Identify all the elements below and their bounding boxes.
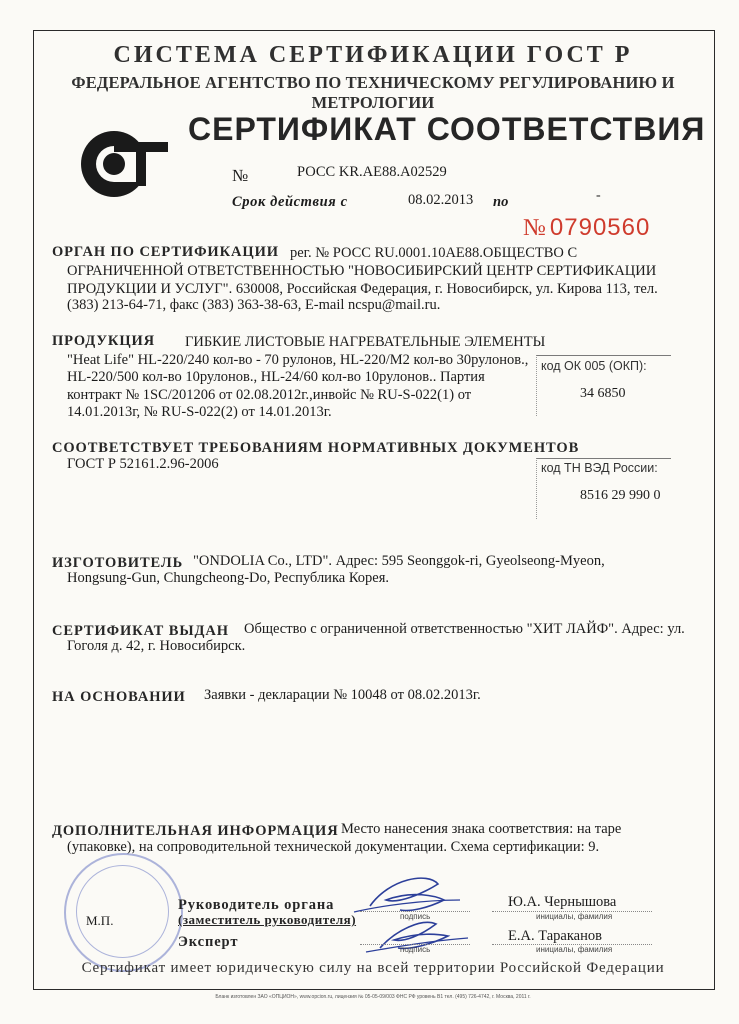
serial-number-value: 0790560 bbox=[549, 214, 651, 241]
okp-caption: код ОК 005 (ОКП): bbox=[541, 359, 647, 373]
organ-line: рег. № РОСС RU.0001.10AE88.ОБЩЕСТВО С bbox=[290, 245, 578, 261]
organ-line: ОГРАНИЧЕННОЙ ОТВЕТСТВЕННОСТЬЮ "НОВОСИБИРСКИЙ ЦЕНТР СЕРТИФИКАЦИИ bbox=[67, 263, 657, 279]
expert-name: Е.А. Тараканов bbox=[508, 928, 602, 944]
manufacturer-line: Hongsung-Gun, Chungcheong-Do, Республика Корея. bbox=[67, 570, 390, 586]
issued-label: СЕРТИФИКАТ ВЫДАН bbox=[52, 623, 229, 639]
certificate-number-label: № bbox=[232, 166, 249, 185]
basis-text: Заявки - декларации № 10048 от 08.02.2013г. bbox=[204, 687, 481, 703]
conformity-label: СООТВЕТСТВУЕТ ТРЕБОВАНИЯМ НОРМАТИВНЫХ ДОКУМЕНТОВ bbox=[52, 440, 580, 456]
organ-label: ОРГАН ПО СЕРТИФИКАЦИИ bbox=[52, 244, 279, 260]
certificate-number: РОСС KR.AE88.A02529 bbox=[297, 164, 447, 180]
legal-force-statement: Сертификат имеет юридическую силу на всей территории Российской Федерации bbox=[81, 960, 665, 976]
rst-logo bbox=[78, 128, 168, 200]
tnved-caption: код ТН ВЭД России: bbox=[541, 461, 658, 475]
head-signature-caption: подпись bbox=[400, 912, 431, 921]
additional-label: ДОПОЛНИТЕЛЬНАЯ ИНФОРМАЦИЯ bbox=[52, 823, 339, 839]
product-label: ПРОДУКЦИЯ bbox=[52, 333, 156, 349]
certification-body-seal bbox=[64, 853, 183, 972]
expert-name-caption: инициалы, фамилия bbox=[536, 945, 613, 954]
head-label: Руководитель органа bbox=[178, 897, 335, 913]
head-sub-label: (заместитель руководителя) bbox=[178, 912, 357, 927]
serial-number bbox=[523, 214, 650, 242]
issued-line: Гоголя д. 42, г. Новосибирск. bbox=[67, 638, 246, 654]
organ-line: ПРОДУКЦИИ И УСЛУГ". 630008, Российская Федерация, г. Новосибирск, ул. Кирова 113, тел. bbox=[67, 281, 658, 297]
head-name: Ю.А. Чернышова bbox=[508, 894, 617, 910]
valid-from-date: 08.02.2013 bbox=[408, 192, 474, 208]
valid-to-date: - bbox=[596, 188, 601, 203]
valid-to-label: по bbox=[493, 194, 509, 210]
product-line: контракт № 1SC/201206 от 02.08.2012г.,инвойс № RU-S-022(1) от bbox=[67, 387, 472, 403]
agency-heading: ФЕДЕРАЛЬНОЕ АГЕНТСТВО ПО ТЕХНИЧЕСКОМУ РЕГУЛИРОВАНИЮ И МЕТРОЛОГИИ bbox=[71, 73, 675, 112]
expert-label: Эксперт bbox=[178, 934, 239, 950]
certificate-title: СЕРТИФИКАТ СООТВЕТСТВИЯ bbox=[188, 111, 706, 147]
additional-line: Место нанесения знака соответствия: на таре bbox=[341, 821, 622, 837]
printer-note: Бланк изготовлен ЗАО «ОПЦИОН», www.opcion.ru, лицензия № 05-05-09/003 ФНС РФ уровень В1 тел. (495) 726-4742, г. Москва, 2011 г. bbox=[215, 994, 531, 1000]
mp-label: М.П. bbox=[86, 913, 114, 928]
issued-line: Общество с ограниченной ответственностью "ХИТ ЛАЙФ". Адрес: ул. bbox=[244, 621, 685, 637]
head-name-caption: инициалы, фамилия bbox=[536, 912, 613, 921]
product-line: "Heat Life" HL-220/240 кол-во - 70 рулонов, HL-220/M2 кол-во 30рулонов., bbox=[67, 352, 529, 368]
product-line: HL-220/500 кол-во 10рулонов., HL-24/60 кол-во 10рулонов.. Партия bbox=[67, 369, 485, 385]
product-line: 14.01.2013г, № RU-S-022(2) от 14.01.2013г. bbox=[67, 404, 332, 420]
standard: ГОСТ Р 52161.2.96-2006 bbox=[67, 456, 219, 472]
validity-label: Срок действия с bbox=[232, 194, 348, 210]
basis-label: НА ОСНОВАНИИ bbox=[52, 689, 186, 705]
product-line: ГИБКИЕ ЛИСТОВЫЕ НАГРЕВАТЕЛЬНЫЕ ЭЛЕМЕНТЫ bbox=[185, 334, 546, 350]
manufacturer-label: ИЗГОТОВИТЕЛЬ bbox=[52, 555, 184, 571]
okp-code: 34 6850 bbox=[580, 386, 626, 401]
additional-line: (упаковке), на сопроводительной технической документации. Схема сертификации: 9. bbox=[67, 839, 600, 855]
manufacturer-line: "ONDOLIA Co., LTD". Адрес: 595 Seonggok-ri, Gyeolseong-Myeon, bbox=[193, 553, 605, 569]
expert-signature-caption: подпись bbox=[400, 945, 431, 954]
tnved-code: 8516 29 990 0 bbox=[580, 488, 661, 503]
organ-line: (383) 213-64-71, факс (383) 363-38-63, E-mail ncspu@mail.ru. bbox=[67, 297, 441, 313]
certification-system-heading: СИСТЕМА СЕРТИФИКАЦИИ ГОСТ Р bbox=[113, 42, 633, 68]
serial-number-label: № bbox=[523, 215, 546, 241]
